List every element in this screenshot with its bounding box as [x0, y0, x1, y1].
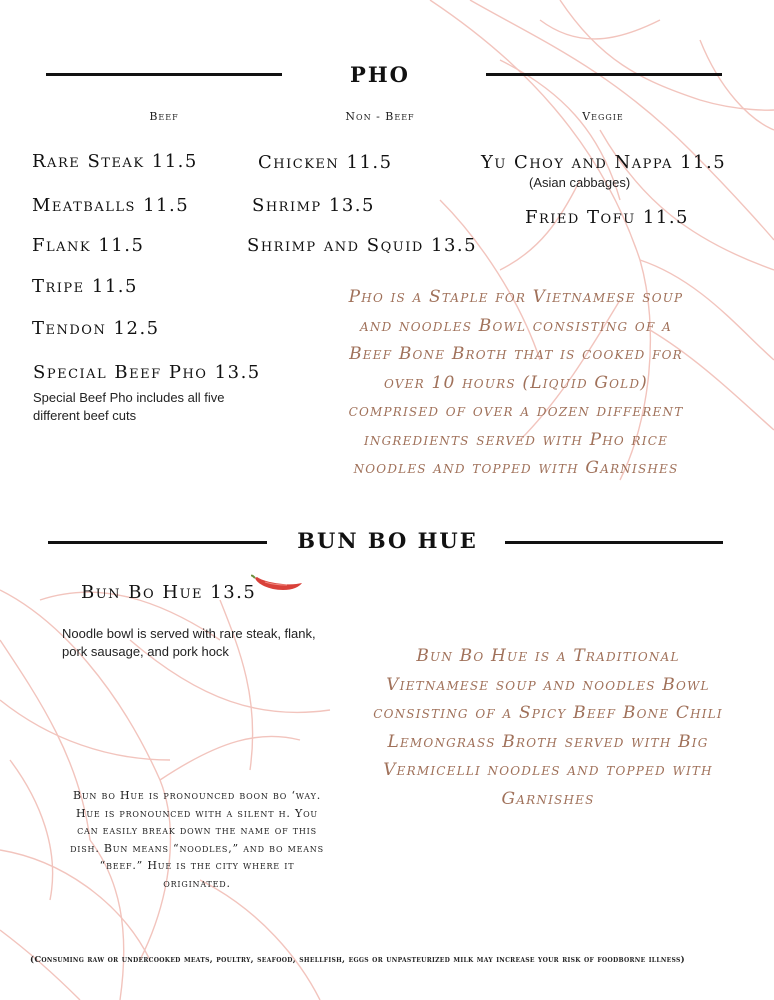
bun-bo-hue-note: Noodle bowl is served with rare steak, flank, pork sausage, and pork hock — [62, 626, 316, 659]
pho-rule-left — [46, 73, 282, 76]
menu-item-special-beef-pho: Special Beef Pho 13.5 — [33, 362, 261, 383]
pho-description: Pho is a Staple for Vietnamese soup and noodles Bowl consisting of a Beef Bone Broth that is cooked for over 10 hours (Liquid Gold) comprised of over a dozen different ingredients served with Pho rice noodles and topped with Garnishes — [348, 287, 684, 478]
pho-rule-right — [486, 73, 722, 76]
menu-item-meatballs: Meatballs 11.5 — [32, 195, 190, 216]
special-beef-pho-note: Special Beef Pho includes all five different beef cuts — [33, 390, 225, 423]
food-safety-disclaimer: (Consuming raw or undercooked meats, poultry, seafood, shellfish, eggs or unpasteurized milk may increase your risk of foodborne illness) — [30, 955, 685, 965]
chili-pepper-icon — [251, 574, 305, 598]
yu-choy-nappa-note: (Asian cabbages) — [529, 175, 631, 190]
menu-item-tendon: Tendon 12.5 — [32, 318, 160, 339]
menu-item-shrimp-and-squid: Shrimp and Squid 13.5 — [247, 235, 478, 256]
column-header-non-beef: Non - Beef — [345, 110, 415, 123]
bun-bo-hue-title: BUN BO HUE — [297, 528, 478, 553]
menu-item-flank: Flank 11.5 — [32, 235, 145, 256]
menu-item-rare-steak: Rare Steak 11.5 — [32, 151, 198, 172]
menu-item-yu-choy-nappa: Yu Choy and Nappa 11.5 — [481, 152, 727, 173]
menu-item-tripe: Tripe 11.5 — [32, 276, 138, 297]
pho-title: PHO — [350, 62, 410, 87]
menu-item-chicken: Chicken 11.5 — [258, 152, 393, 173]
bun-bo-hue-rule-right — [505, 541, 723, 544]
bun-bo-hue-description: Bun Bo Hue is a Traditional Vietnamese soup and noodles Bowl consisting of a Spicy Beef Bone Chili Lemongrass Broth served with Big Vermicelli noodles and topped with Garnishes — [373, 646, 723, 809]
bun-bo-hue-rule-left — [48, 541, 267, 544]
menu-item-fried-tofu: Fried Tofu 11.5 — [525, 207, 689, 228]
column-header-beef: Beef — [149, 110, 179, 123]
pronunciation-note: Bun bo Hue is pronounced boon bo ‘way. Hue is pronounced with a silent h. You can easily break down the name of this dish. Bun means “noodles,” and bo means “beef.” Hue is the city where it originated. — [70, 789, 324, 890]
menu-item-bun-bo-hue: Bun Bo Hue 13.5 — [81, 582, 257, 603]
column-header-veggie: Veggie — [582, 110, 624, 123]
menu-item-shrimp: Shrimp 13.5 — [252, 195, 375, 216]
